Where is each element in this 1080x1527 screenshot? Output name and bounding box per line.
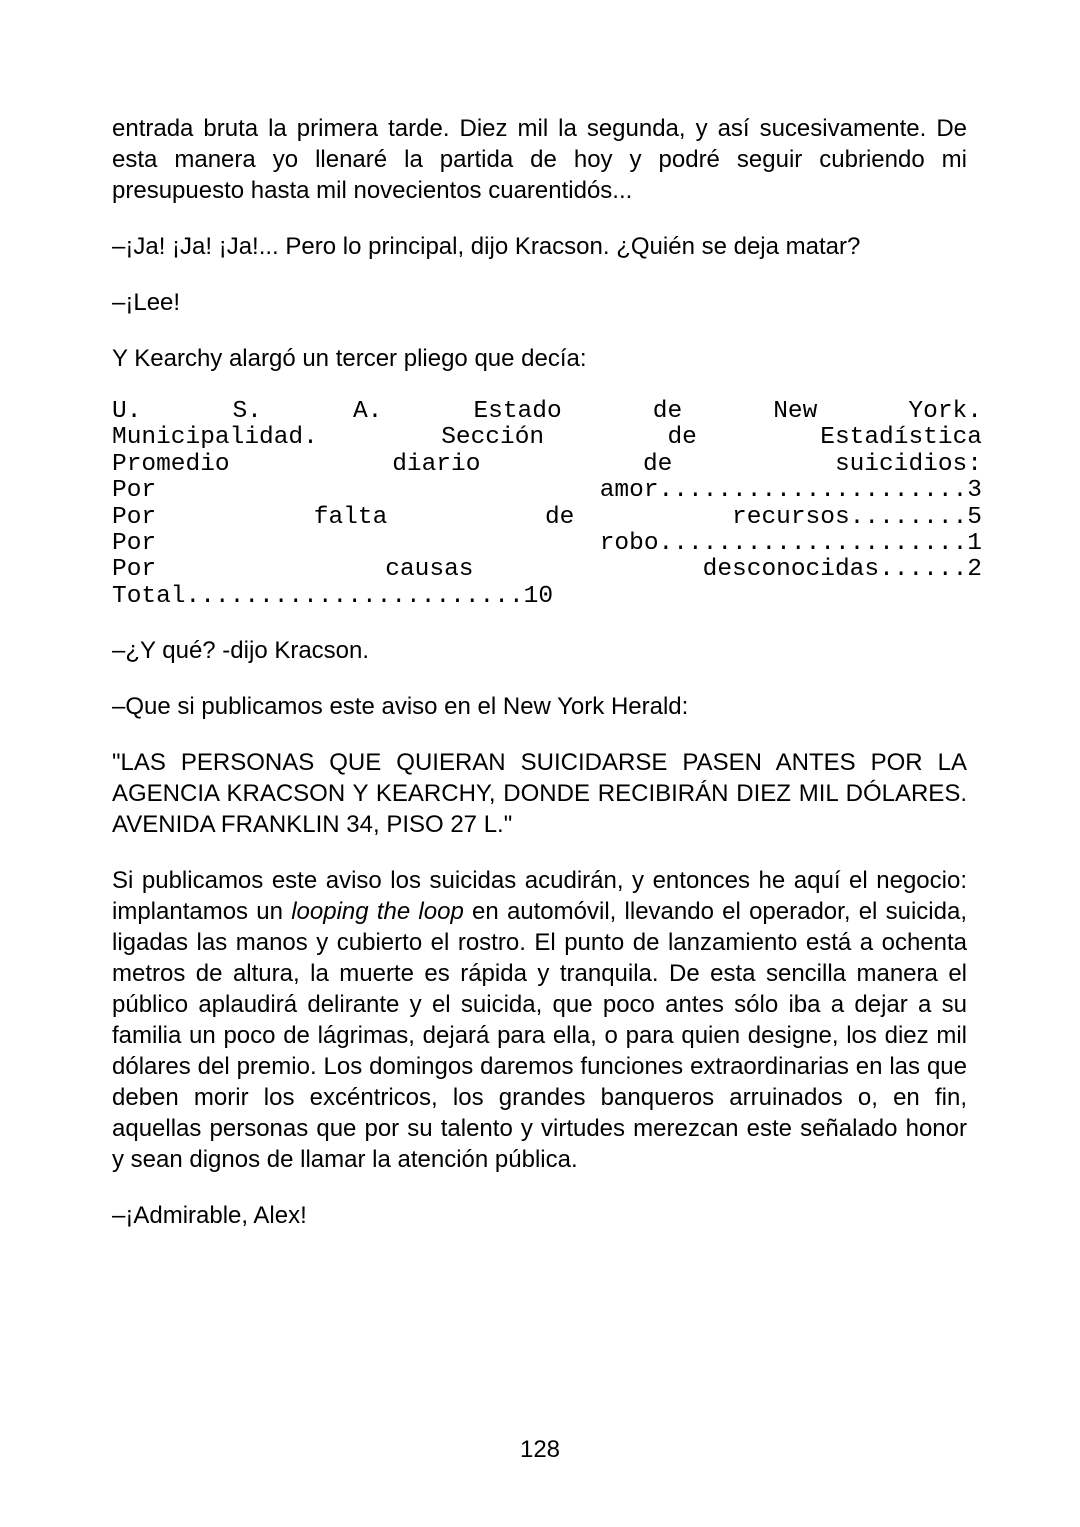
paragraph: –Que si publicamos este aviso en el New York Herald: — [112, 693, 689, 721]
statistics-word: Estado — [473, 398, 562, 425]
page-number: 128 — [519, 1436, 561, 1463]
statistics-word: robo.....................1 — [599, 530, 982, 558]
statistics-word: York. — [908, 398, 982, 425]
statistics-line — [112, 505, 982, 531]
statistics-word: New — [773, 398, 818, 425]
statistics-word: diario — [392, 450, 481, 478]
statistics-word: S. — [232, 398, 262, 425]
statistics-block — [112, 399, 982, 610]
statistics-word: Por — [112, 556, 157, 584]
statistics-line — [112, 425, 982, 451]
statistics-line — [112, 557, 982, 583]
statistics-word: Estadística — [820, 424, 982, 452]
statistics-word: desconocidas......2 — [702, 556, 982, 584]
statistics-line — [112, 399, 982, 425]
page-body — [112, 113, 982, 1256]
statistics-word: causas — [385, 556, 474, 584]
statistics-word: Por — [112, 530, 157, 558]
statistics-word: falta — [313, 503, 388, 531]
statistics-word: Promedio — [112, 450, 230, 478]
statistics-word: Sección — [441, 424, 545, 452]
statistics-word: de — [544, 503, 575, 531]
paragraph: Si publicamos este aviso los suicidas acudirán, y entonces he aquí el negocio: implantamos un looping the loop en automóvil, llevando el operador, el suicida, ligadas las manos y cubierto el rostro. El punto de lanzamiento está a ochenta metros de altura, la muerte es rápida y tranquila. De esta sencilla manera el público aplaudirá delirante y el suicida, que poco antes sólo iba a dejar a su familia un poco de lágrimas, dejará para ella, o para quien designe, los diez mil dólares del premio. Los domingos daremos funciones extraordinarias en las que deben morir los excéntricos, los grandes banqueros arruinados o, en fin, aquellas personas que por su talento y virtudes merezcan este señalado honor y sean dignos de llamar la atención pública. — [112, 867, 967, 1174]
statistics-word: amor.....................3 — [599, 477, 982, 505]
statistics-word: suicidios: — [834, 450, 982, 478]
paragraph: Y Kearchy alargó un tercer pliego que decía: — [112, 345, 587, 372]
paragraph: –¿Y qué? -dijo Kracson. — [112, 637, 370, 665]
statistics-word: de — [652, 398, 683, 425]
statistics-word: A. — [352, 398, 383, 425]
statistics-total: Total.......................10 — [112, 582, 554, 610]
statistics-word: recursos........5 — [732, 503, 982, 531]
statistics-line — [112, 531, 982, 557]
statistics-word: de — [667, 424, 697, 452]
paragraph: –¡Admirable, Alex! — [112, 1202, 307, 1230]
paragraph: –¡Ja! ¡Ja! ¡Ja!... Pero lo principal, dijo Kracson. ¿Quién se deja matar? — [112, 233, 861, 260]
paragraph: –¡Lee! — [112, 289, 181, 316]
statistics-line — [112, 478, 982, 504]
italic-phrase: looping the loop — [291, 898, 464, 926]
statistics-word: Por — [112, 503, 157, 531]
paragraph: entrada bruta la primera tarde. Diez mil la segunda, y así sucesivamente. De esta manera yo llenaré la partida de hoy y podré seguir cubriendo mi presupuesto hasta mil novecientos cuarentidós... — [112, 115, 967, 204]
advertisement-text: "LAS PERSONAS QUE QUIERAN SUICIDARSE PASEN ANTES POR LA AGENCIA KRACSON Y KEARCHY, DONDE RECIBIRÁN DIEZ MIL DÓLARES. AVENIDA FRANKLIN 34, PISO 27 L." — [112, 749, 967, 839]
statistics-line — [112, 452, 982, 478]
statistics-word: Municipalidad. — [112, 424, 318, 452]
statistics-word: Por — [112, 477, 157, 505]
statistics-word: de — [642, 450, 673, 478]
statistics-word: U. — [112, 398, 142, 425]
